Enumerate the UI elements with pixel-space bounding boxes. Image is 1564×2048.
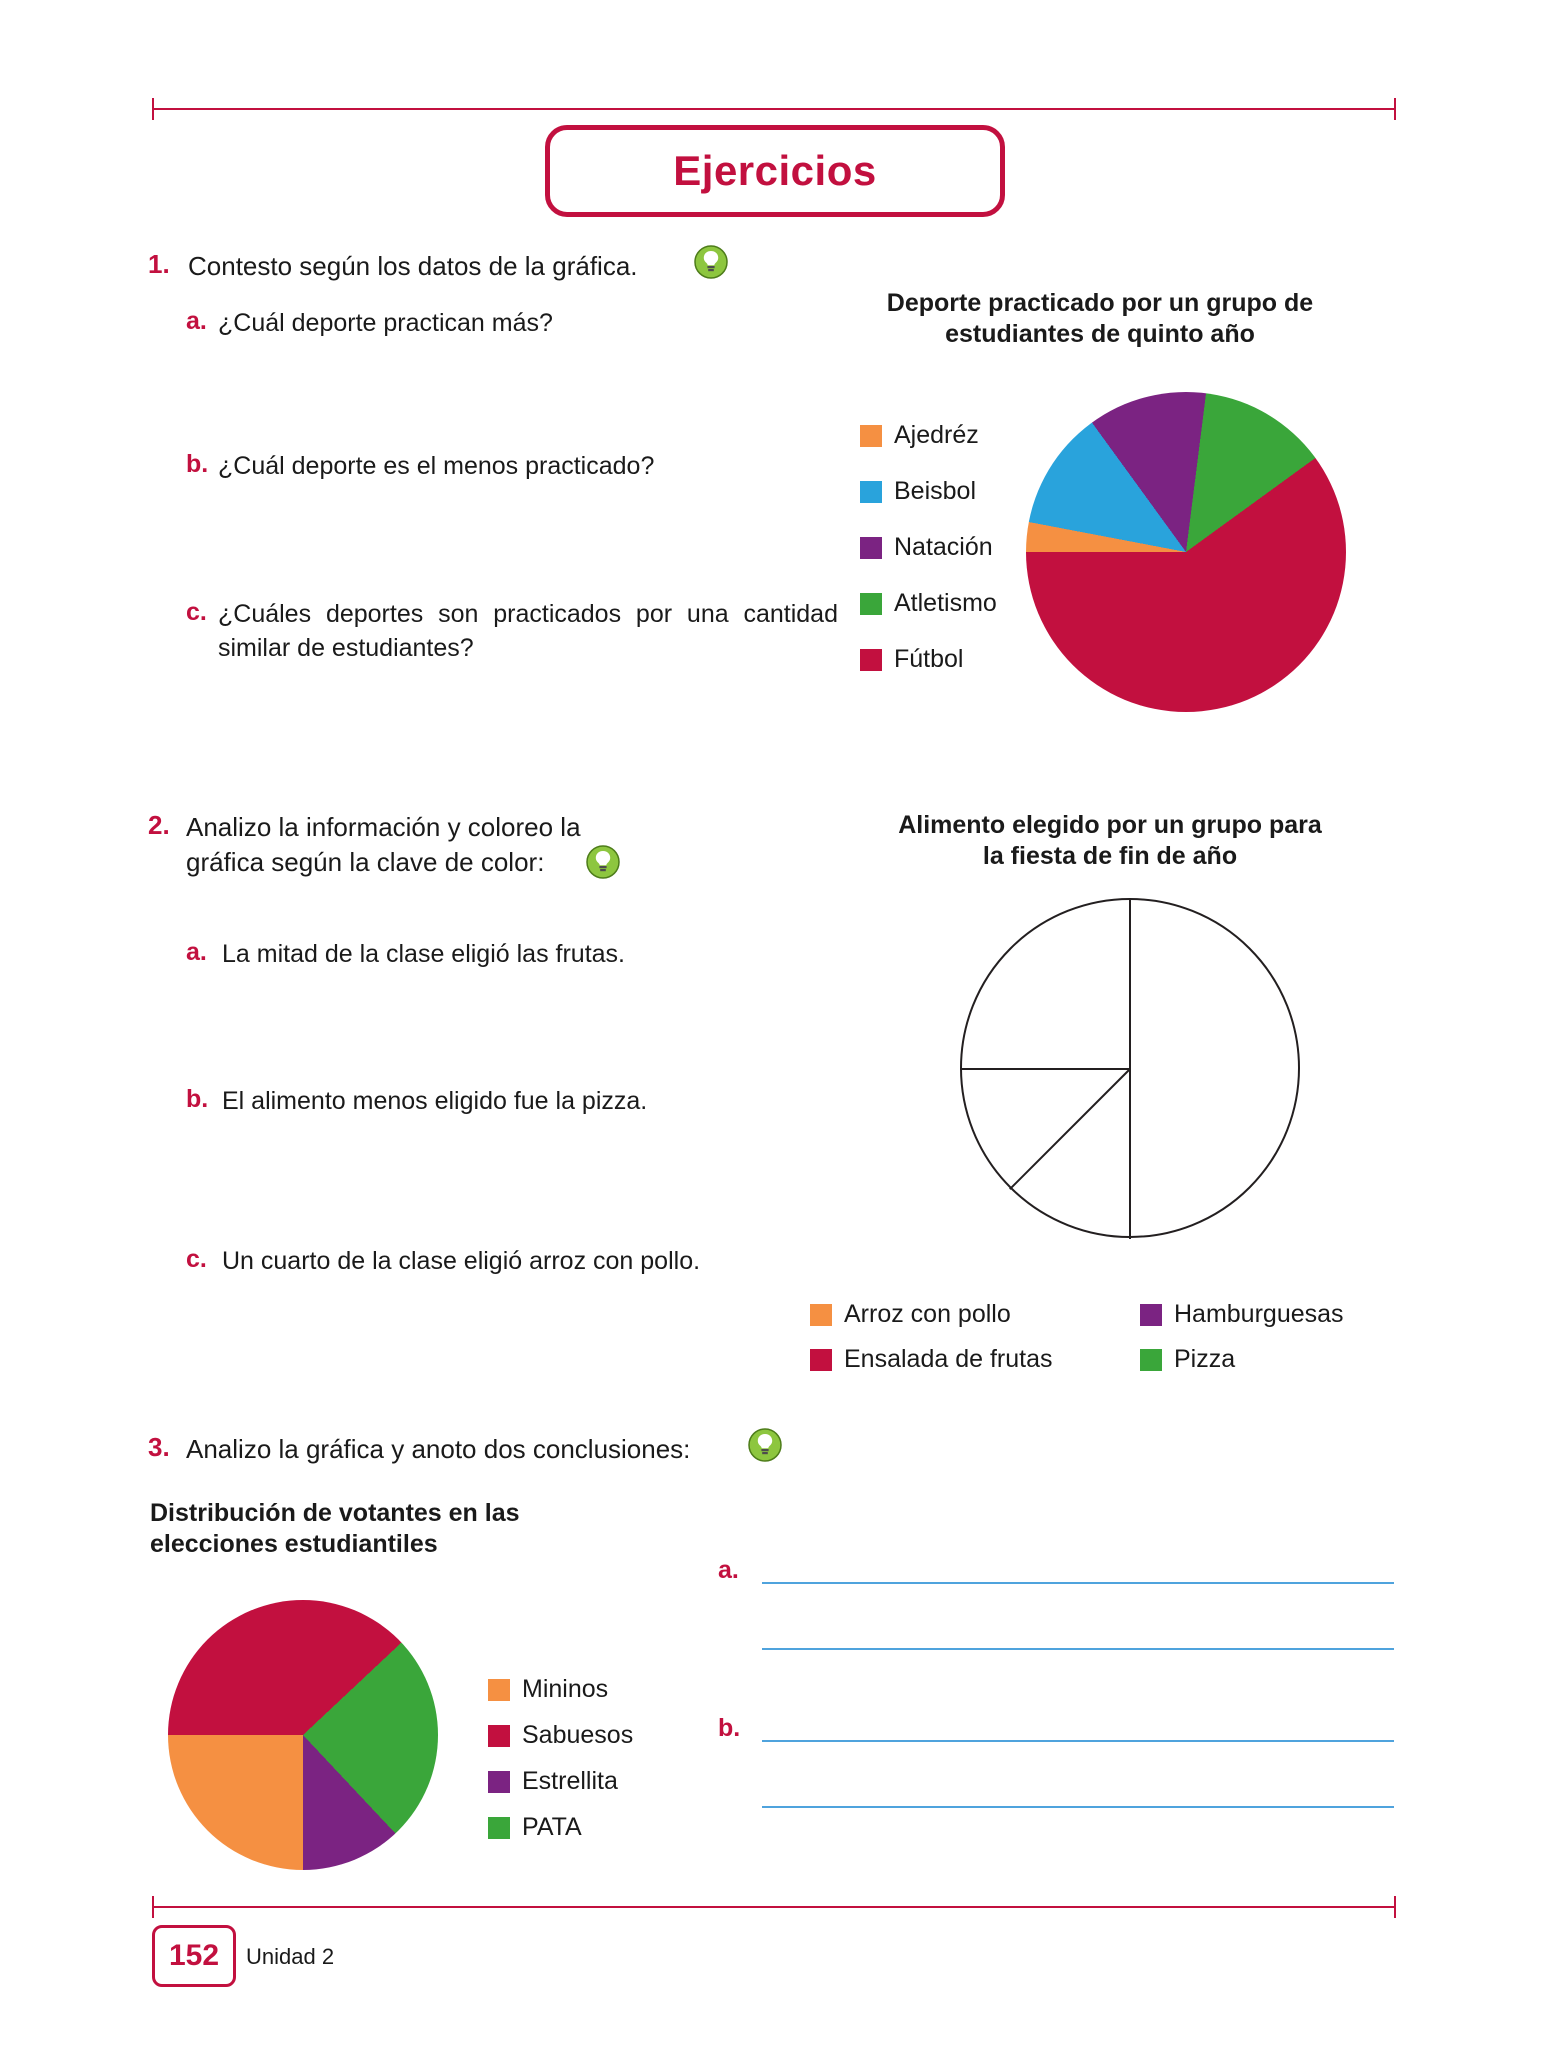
exercise-2c-text: Un cuarto de la clase eligió arroz con pollo. [222,1247,701,1275]
chart-2-legend-item-2 [1140,1300,1344,1329]
answer-b-line-2[interactable] [762,1806,1394,1808]
legend-label-pata: PATA [522,1813,582,1841]
legend-label-sabuesos: Sabuesos [522,1721,634,1749]
chart-1-legend-item-0 [860,421,979,450]
exercise-2-prompt: Analizo la información y coloreo la gráfica según la clave de color: [186,812,581,878]
answer-b-letter: b. [718,1714,741,1742]
bottom-right-tick [1394,1896,1396,1918]
legend-label-mininos: Mininos [522,1675,609,1703]
chart-3-legend-item-0 [488,1675,608,1704]
exercise-2-number: 2. [148,810,170,840]
exercise-2a-text: La mitad de la clase eligió las frutas. [222,940,625,968]
legend-swatch-arroz-con-pollo [810,1304,832,1326]
top-rule [152,108,1396,110]
bottom-left-tick [152,1896,154,1918]
chart-1-legend-item-1 [860,477,976,506]
exercise-3-number: 3. [148,1432,170,1462]
legend-label-hamburguesas: Hamburguesas [1174,1300,1344,1328]
exercise-3-prompt: Analizo la gráfica y anoto dos conclusiones: [186,1434,691,1464]
exercise-2a-letter: a. [186,938,207,966]
exercise-1-prompt: Contesto según los datos de la gráfica. [188,251,638,281]
legend-swatch-futbol [860,649,882,671]
legend-swatch-ensalada-de-frutas [810,1349,832,1371]
legend-label-futbol: Fútbol [894,645,964,673]
legend-swatch-mininos [488,1679,510,1701]
lightbulb-icon [748,1428,782,1462]
exercise-1c-letter: c. [186,598,207,626]
exercise-2b-text: El alimento menos eligido fue la pizza. [222,1087,648,1115]
exercise-2c-letter: c. [186,1245,207,1273]
unit-label: Unidad 2 [246,1944,335,1969]
legend-swatch-beisbol [860,481,882,503]
exercise-1a-letter: a. [186,307,207,335]
bottom-rule [152,1906,1396,1908]
legend-label-atletismo: Atletismo [894,589,997,617]
chart-1-pie [1026,392,1346,712]
legend-swatch-estrellita [488,1771,510,1793]
exercise-2b-letter: b. [186,1085,209,1113]
answer-a-line-1[interactable] [762,1582,1394,1584]
chart-3-legend-item-3 [488,1813,582,1842]
legend-swatch-hamburguesas [1140,1304,1162,1326]
chart-1-title: Deporte practicado por un grupo de estudiantes de quinto año [886,289,1314,349]
exercise-1-number: 1. [148,249,170,279]
page-number-box [152,1925,236,1987]
chart-2-title: Alimento elegido por un grupo para la fiesta de fin de año [898,811,1322,871]
exercise-1b-text: ¿Cuál deporte es el menos practicado? [218,452,655,480]
chart-1-legend-item-4 [860,645,963,674]
chart-3-title: Distribución de votantes en las elecciones estudiantiles [150,1499,520,1559]
chart-3-legend-item-2 [488,1767,618,1796]
chart-2-legend-item-1 [810,1345,1052,1374]
answer-a-letter: a. [718,1556,739,1584]
top-right-tick [1394,98,1396,120]
legend-swatch-pizza [1140,1349,1162,1371]
lightbulb-icon [586,845,620,879]
legend-label-beisbol: Beisbol [894,477,976,505]
exercise-1c-text: ¿Cuáles deportes son practicados por una cantidad similar de estudiantes? [218,600,838,662]
legend-swatch-pata [488,1817,510,1839]
chart-1-legend-item-3 [860,589,997,618]
chart-2-legend-item-0 [810,1300,1011,1329]
legend-label-natacion: Natación [894,533,993,561]
chart-2-legend-item-3 [1140,1345,1235,1374]
page-number: 152 [168,1939,220,1972]
legend-swatch-ajedrez [860,425,882,447]
legend-label-pizza: Pizza [1174,1345,1236,1373]
page-title-banner [545,125,1005,217]
chart-3-legend-item-1 [488,1721,633,1750]
chart-1-legend-item-2 [860,533,993,562]
chart-2-sector-line-left [960,1068,1130,1070]
chart-2-sector-line-top [1129,899,1131,1069]
chart-3-pie [168,1600,438,1870]
legend-label-estrellita: Estrellita [522,1767,618,1795]
legend-swatch-atletismo [860,593,882,615]
exercise-1b-letter: b. [186,450,209,478]
legend-swatch-natacion [860,537,882,559]
legend-label-ajedrez: Ajedréz [894,421,979,449]
exercise-1a-text: ¿Cuál deporte practican más? [218,309,553,337]
page-title: Ejercicios [673,147,877,194]
legend-swatch-sabuesos [488,1725,510,1747]
top-left-tick [152,98,154,120]
lightbulb-icon [694,245,728,279]
legend-label-arroz-con-pollo: Arroz con pollo [844,1300,1011,1328]
answer-a-line-2[interactable] [762,1648,1394,1650]
chart-2-sector-line-bottom [1129,1069,1131,1239]
answer-b-line-1[interactable] [762,1740,1394,1742]
legend-label-ensalada-de-frutas: Ensalada de frutas [844,1345,1053,1373]
